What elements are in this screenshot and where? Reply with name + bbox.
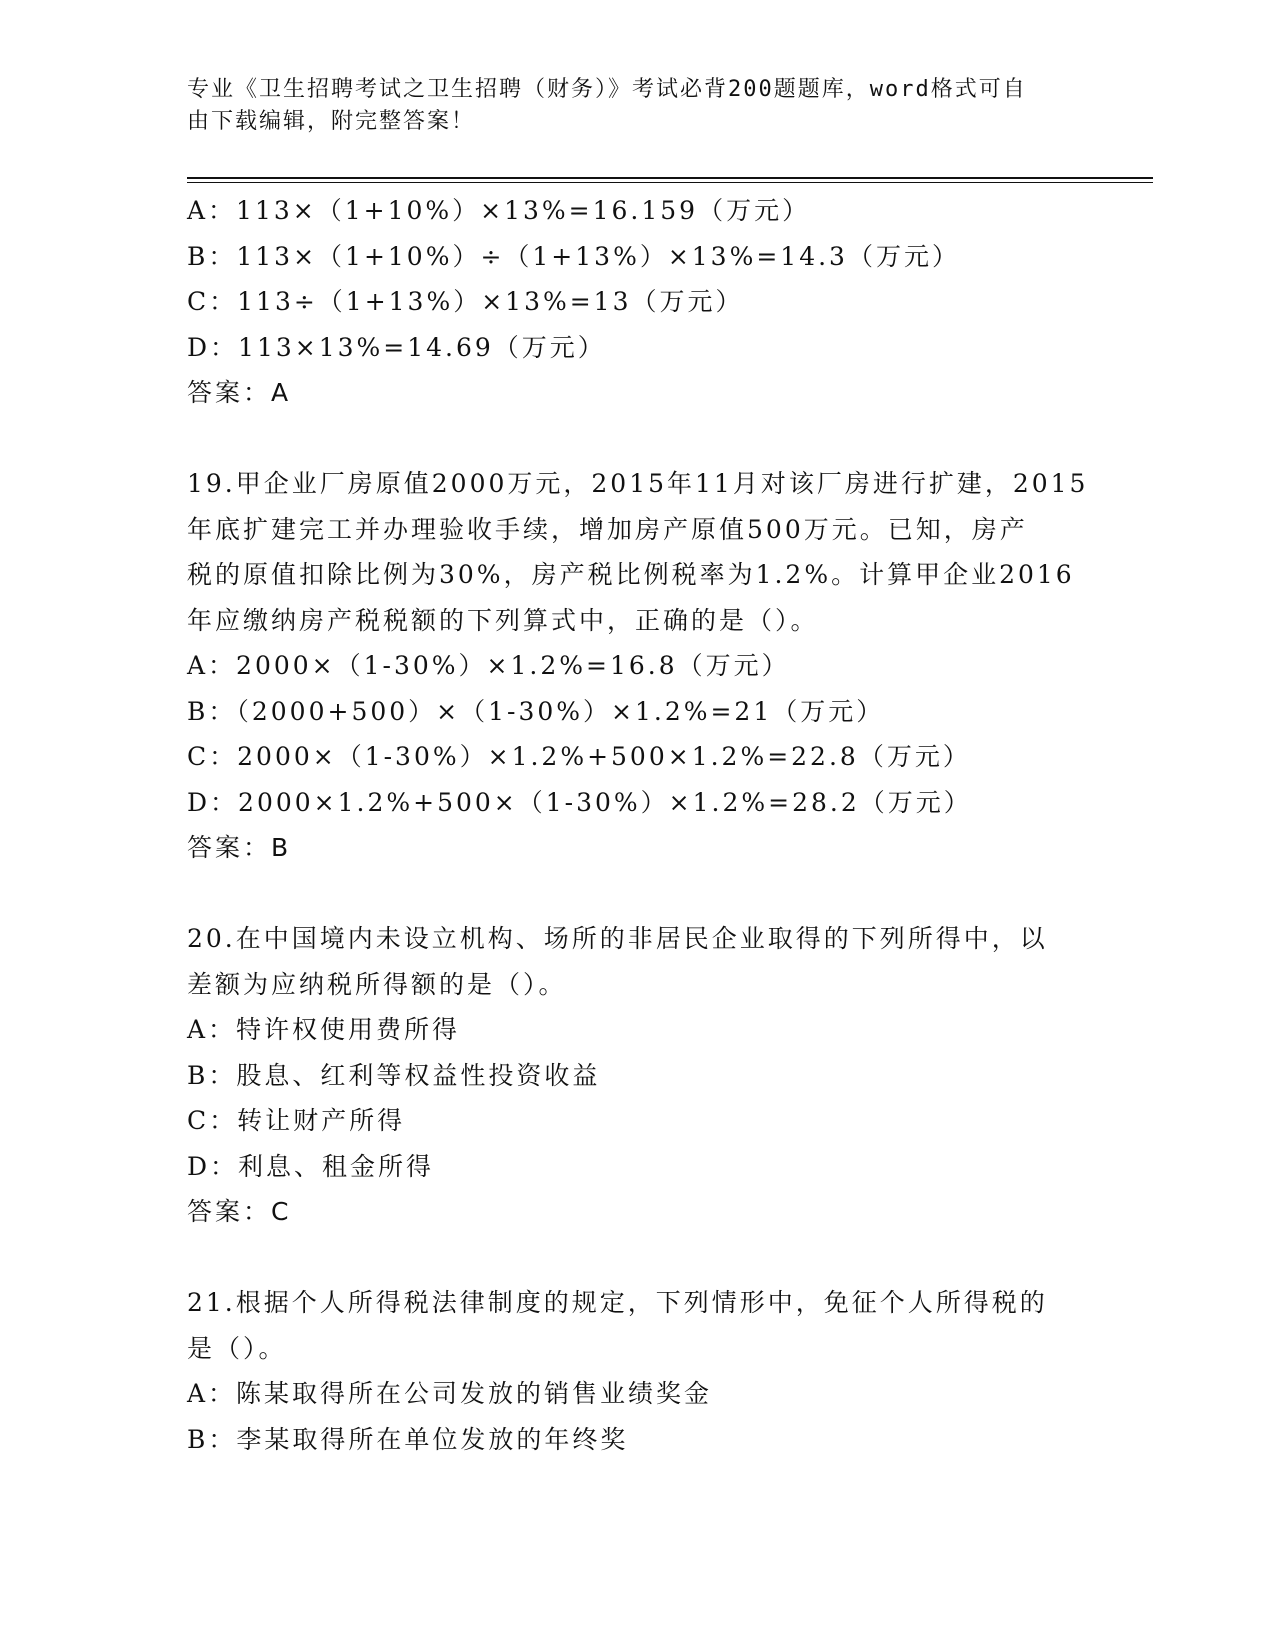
q19-option-c: C：2000×（1-30%）×1.2%+500×1.2%=22.8（万元） [187, 742, 971, 771]
spacer [187, 871, 1087, 917]
q19-stem-line: 19.甲企业厂房原值2000万元，2015年11月对该厂房进行扩建，2015 [187, 469, 1089, 498]
q19-stem-line: 年应缴纳房产税税额的下列算式中，正确的是（）。 [187, 605, 819, 635]
q20-option-b: B：股息、红利等权益性投资收益 [187, 1060, 601, 1090]
q18-option-d: D：113×13%=14.69（万元） [187, 332, 606, 362]
q20-stem-line: 差额为应纳税所得额的是（）。 [187, 969, 567, 999]
q20-option-a: A：特许权使用费所得 [187, 1015, 461, 1044]
q20-option-d: D：利息、租金所得 [187, 1151, 435, 1181]
q19-option-d: D：2000×1.2%+500×（1-30%）×1.2%=28.2（万元） [187, 787, 972, 817]
q21-stem-line: 21.根据个人所得税法律制度的规定，下列情形中，免征个人所得税的 [187, 1288, 1048, 1317]
question-18 [187, 188, 1087, 416]
question-21 [187, 1280, 1087, 1462]
header-line-2: 由下载编辑，附完整答案！ [187, 109, 476, 134]
q21-option-b: B：李某取得所在单位发放的年终奖 [187, 1424, 629, 1454]
q21-stem-line: 是（）。 [187, 1333, 287, 1363]
spacer [187, 416, 1087, 462]
q18-option-a: A：113×（1+10%）×13%=16.159（万元） [187, 196, 811, 225]
q18-option-b: B：113×（1+10%）÷（1+13%）×13%=14.3（万元） [187, 241, 960, 271]
q19-stem-line: 税的原值扣除比例为30%，房产税比例税率为1.2%。计算甲企业2016 [187, 560, 1075, 589]
q20-stem-line: 20.在中国境内未设立机构、场所的非居民企业取得的下列所得中，以 [187, 924, 1048, 953]
q20-answer: 答案：C [187, 1197, 292, 1226]
q20-option-c: C：转让财产所得 [187, 1106, 406, 1135]
header-rule-thick [187, 177, 1153, 179]
page-header [187, 74, 1067, 138]
question-20 [187, 916, 1087, 1235]
q19-option-a: A：2000×（1-30%）×1.2%=16.8（万元） [187, 651, 790, 680]
header-rule-thin [187, 182, 1153, 183]
q18-answer: 答案：A [187, 378, 292, 407]
q19-answer: 答案：B [187, 833, 292, 862]
question-19 [187, 461, 1087, 871]
q19-option-b: B：（2000+500）×（1-30%）×1.2%=21（万元） [187, 696, 885, 726]
spacer [187, 1235, 1087, 1281]
q21-option-a: A：陈某取得所在公司发放的销售业绩奖金 [187, 1379, 713, 1408]
header-line-1: 专业《卫生招聘考试之卫生招聘（财务）》考试必背200题题库，word格式可自 [187, 77, 1027, 102]
question-content [187, 188, 1087, 1462]
q19-stem-line: 年底扩建完工并办理验收手续，增加房产原值500万元。已知，房产 [187, 514, 1028, 544]
q18-option-c: C：113÷（1+13%）×13%=13（万元） [187, 287, 744, 316]
